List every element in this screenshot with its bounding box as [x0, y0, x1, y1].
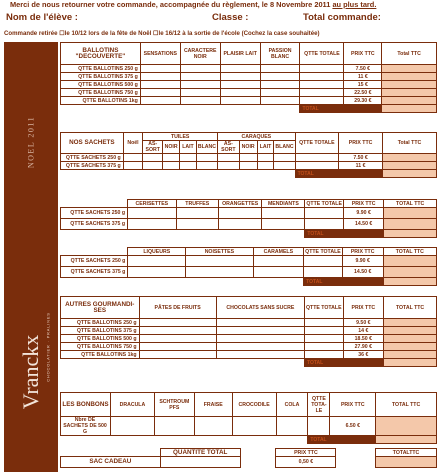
qty-cell[interactable]	[176, 219, 218, 230]
qty-cell[interactable]	[140, 97, 180, 105]
col-caraques-noir: NOIR	[239, 141, 257, 154]
qty-cell[interactable]	[186, 256, 253, 267]
qty-cell[interactable]	[260, 65, 300, 73]
qty-total-cell[interactable]	[300, 97, 344, 105]
price-cell: 29.30 €	[344, 97, 382, 105]
col-caramels: CARAMELS	[253, 248, 304, 256]
col-qte-totale: QTTE TOTALE	[306, 200, 342, 207]
col-caraques-blanc: BLANC	[274, 141, 295, 154]
price-cell: 14.50 €	[342, 267, 383, 278]
total-label: TOTAL	[304, 359, 343, 367]
col-liqueurs: LIQUEURS	[128, 248, 186, 256]
section-total-cell[interactable]	[382, 105, 437, 113]
row-label: SAC CADEAU	[61, 457, 161, 468]
row-total-cell[interactable]	[383, 267, 436, 278]
qty-cell[interactable]	[220, 97, 260, 105]
qty-cell[interactable]	[216, 319, 304, 327]
row-label: QTTE SACHETS 250 g	[61, 256, 128, 267]
col-plaisir-lait: PLAISIR LAIT	[220, 43, 260, 65]
qty-cell[interactable]	[274, 162, 295, 170]
col-sensations: SENSATIONS	[140, 43, 180, 65]
row-total-cell[interactable]	[382, 81, 437, 89]
brand-sidebar	[4, 42, 58, 472]
row-label: QTTE BALLOTINS 500 g	[61, 335, 140, 343]
qty-cell[interactable]	[216, 327, 304, 335]
col-total-ttc: Total TTC	[382, 43, 437, 65]
price-cell: 11 €	[339, 162, 383, 170]
qty-cell[interactable]	[260, 97, 300, 105]
col-cola: COLA	[276, 393, 308, 417]
col-pates-de-fruits: PÂTES DE FRUITS	[139, 297, 216, 319]
col-dracula: DRACULA	[110, 393, 154, 417]
total-label: TOTAL	[304, 278, 343, 286]
qty-total-cell[interactable]	[295, 154, 339, 162]
autres-gourmandises-table	[60, 296, 437, 367]
row-total-cell[interactable]	[382, 154, 436, 162]
qty-cell[interactable]	[180, 97, 220, 105]
qty-cell[interactable]	[110, 417, 154, 436]
qty-cell[interactable]	[180, 162, 197, 170]
row-total-cell[interactable]	[382, 162, 436, 170]
row-total-cell[interactable]	[384, 343, 437, 351]
qty-cell[interactable]	[143, 162, 163, 170]
liqueurs-table	[60, 247, 437, 286]
row-label: QTTE BALLOTINS 250 g	[61, 319, 140, 327]
qty-cell[interactable]	[239, 154, 257, 162]
row-total-cell[interactable]	[384, 335, 437, 343]
sac-cadeau-table	[60, 448, 437, 468]
qty-cell[interactable]	[140, 81, 180, 89]
qty-cell[interactable]	[160, 457, 240, 468]
row-label: QTTE SACHETS 375 g	[61, 162, 124, 170]
qty-cell[interactable]	[128, 267, 186, 278]
col-caraques-lait: LAIT	[257, 141, 274, 154]
total-label: TOTAL	[308, 436, 330, 444]
qty-total-cell[interactable]	[300, 81, 344, 89]
col-noisettes: NOISETTES	[186, 248, 253, 256]
total-filler	[339, 170, 383, 178]
row-total-cell[interactable]	[384, 208, 437, 219]
col-total-ttc: TOTAL TTC	[383, 248, 436, 256]
row-label: QTTE BALLOTINS 375 g	[61, 73, 141, 81]
col-total-ttc: TOTAL TTC	[384, 297, 437, 319]
qty-cell[interactable]	[163, 154, 180, 162]
qty-cell[interactable]	[163, 162, 180, 170]
price-cell: 7.50 €	[344, 65, 382, 73]
qty-cell[interactable]	[139, 327, 216, 335]
section-title: NOS SACHETS	[61, 133, 124, 154]
qty-cell[interactable]	[196, 154, 217, 162]
row-label: QTTE SACHETS 250 g	[61, 154, 124, 162]
col-tuiles-blanc: BLANC	[196, 141, 217, 154]
qty-cell[interactable]	[180, 81, 220, 89]
col-schtroumpfs: SCHTROUM PFS	[154, 393, 194, 417]
order-total-label: Total commande:	[303, 12, 381, 23]
col-total-ttc: TOTAL TTC	[384, 200, 437, 208]
col-qte-totale: QTTE TOTA-LE	[308, 393, 330, 417]
qty-cell[interactable]	[239, 162, 257, 170]
qty-cell[interactable]	[180, 65, 220, 73]
col-mendiants: MENDIANTS	[262, 200, 305, 208]
row-label: QTTE BALLOTINS 375 g	[61, 327, 140, 335]
qty-cell[interactable]	[260, 81, 300, 89]
qty-cell[interactable]	[276, 417, 308, 436]
qty-cell[interactable]	[128, 256, 186, 267]
class-label: Classe :	[212, 12, 249, 23]
section-title: BALLOTINS "DECOUVERTE"	[61, 43, 141, 65]
col-noel: Noël	[123, 133, 143, 154]
row-total-cell[interactable]	[382, 89, 437, 97]
col-prix-ttc: PRIX TTC	[342, 248, 383, 256]
section-total-cell[interactable]	[376, 436, 437, 444]
row-label: QTTE SACHETS 375 g	[61, 267, 128, 278]
qty-cell[interactable]	[123, 162, 143, 170]
qty-cell[interactable]	[262, 208, 305, 219]
price-cell: 0,50 €	[276, 457, 336, 468]
col-total-ttc: TOTALTTC	[376, 449, 437, 457]
col-qte-totale: QTTE TOTALE	[295, 133, 339, 154]
row-total-cell[interactable]	[384, 327, 437, 335]
qty-cell[interactable]	[139, 351, 216, 359]
qty-total-cell[interactable]	[304, 327, 343, 335]
col-prix-ttc: PRIX TTC	[330, 393, 376, 417]
cerisettes-table	[60, 199, 437, 238]
col-prix-ttc: PRIX TTC	[343, 200, 383, 208]
row-label: QTTE BALLOTINS 500 g	[61, 81, 141, 89]
price-cell: 11 €	[344, 73, 382, 81]
qty-cell[interactable]	[128, 208, 177, 219]
price-cell: 9.90 €	[342, 256, 383, 267]
price-cell: 9.50 €	[343, 319, 384, 327]
qty-cell[interactable]	[154, 417, 194, 436]
qty-cell[interactable]	[216, 335, 304, 343]
qty-cell[interactable]	[196, 162, 217, 170]
price-cell: 15 €	[344, 81, 382, 89]
row-total-cell[interactable]	[382, 73, 437, 81]
qty-cell[interactable]	[140, 73, 180, 81]
col-caractere-noir: CARACTERE NOIR	[180, 43, 220, 65]
qty-cell[interactable]	[139, 335, 216, 343]
total-filler	[344, 105, 382, 113]
qty-cell[interactable]	[260, 89, 300, 97]
section-title: LES BONBONS	[61, 393, 111, 417]
total-filler	[342, 278, 383, 286]
qty-cell[interactable]	[220, 81, 260, 89]
qty-cell[interactable]	[186, 267, 253, 278]
qty-cell[interactable]	[123, 154, 143, 162]
price-cell: 36 €	[343, 351, 384, 359]
qty-cell[interactable]	[176, 208, 218, 219]
instruction-line: Merci de nous retourner votre commande, accompagnée du règlement, le 8 Novembre 2011 au plus tard.	[10, 0, 377, 9]
row-total-cell[interactable]	[376, 417, 437, 436]
qty-total-cell[interactable]	[304, 335, 343, 343]
section-total-cell[interactable]	[384, 359, 437, 367]
qty-cell[interactable]	[232, 417, 276, 436]
total-filler	[330, 436, 376, 444]
qty-total-cell[interactable]	[304, 267, 343, 278]
col-tuiles-assort: AS-SORT	[143, 141, 163, 154]
price-cell: 18.50 €	[343, 335, 384, 343]
col-passion-blanc: PASSION BLANC	[260, 43, 300, 65]
row-total-cell[interactable]	[382, 65, 437, 73]
qty-cell[interactable]	[274, 154, 295, 162]
total-filler	[343, 359, 384, 367]
qty-total-cell[interactable]	[300, 65, 344, 73]
price-cell: 27.90 €	[343, 343, 384, 351]
qty-total-cell[interactable]	[308, 417, 330, 436]
qty-cell[interactable]	[218, 219, 262, 230]
qty-cell[interactable]	[216, 343, 304, 351]
row-label: QTTE BALLOTINS 1kg	[61, 97, 141, 105]
qty-cell[interactable]	[218, 208, 262, 219]
row-total-cell[interactable]	[383, 256, 436, 267]
col-fraise: FRAISE	[194, 393, 232, 417]
row-total-cell[interactable]	[384, 219, 437, 230]
qty-cell[interactable]	[262, 219, 305, 230]
row-total-cell[interactable]	[382, 97, 437, 105]
price-cell: 9.90 €	[343, 208, 383, 219]
col-orangettes: ORANGETTES	[218, 200, 262, 208]
col-qte-totale: QTTE TOTALE	[305, 248, 341, 255]
qty-cell[interactable]	[253, 267, 304, 278]
col-cerisettes: CERISETTES	[128, 200, 177, 208]
qty-cell[interactable]	[260, 73, 300, 81]
qty-cell[interactable]	[257, 154, 274, 162]
col-prix-ttc: PRIX TTC	[276, 449, 336, 457]
qty-cell[interactable]	[218, 162, 240, 170]
qty-total-cell[interactable]	[304, 343, 343, 351]
section-total-cell[interactable]	[383, 278, 436, 286]
qty-total-cell[interactable]	[295, 162, 339, 170]
qty-cell[interactable]	[128, 219, 177, 230]
nos-sachets-table	[60, 132, 437, 178]
qty-total-cell[interactable]	[304, 351, 343, 359]
row-label: Nbre DE SACHETS DE 500 G	[61, 417, 111, 436]
col-qte-totale: QTTE TOTALE	[300, 43, 344, 65]
row-label: QTTE SACHETS 375 g	[61, 219, 128, 230]
qty-total-cell[interactable]	[304, 319, 343, 327]
row-label: QTTE BALLOTINS 750 g	[61, 89, 141, 97]
col-prix-ttc: PRIX TTC	[339, 133, 383, 154]
qty-total-cell[interactable]	[305, 208, 344, 219]
brand-logo: Vranckx	[18, 334, 43, 410]
qty-cell[interactable]	[218, 154, 240, 162]
total-label: TOTAL	[295, 170, 339, 178]
row-label: QTTE BALLOTINS 750 g	[61, 343, 140, 351]
row-total-cell[interactable]	[376, 457, 437, 468]
qty-cell[interactable]	[139, 343, 216, 351]
qty-total-cell[interactable]	[300, 89, 344, 97]
row-label: QTTE SACHETS 250 g	[61, 208, 128, 219]
qty-cell[interactable]	[140, 65, 180, 73]
qty-cell[interactable]	[220, 73, 260, 81]
qty-cell[interactable]	[194, 417, 232, 436]
qty-cell[interactable]	[216, 351, 304, 359]
section-total-cell[interactable]	[382, 170, 436, 178]
qty-cell[interactable]	[257, 162, 274, 170]
col-caraques-assort: AS-SORT	[218, 141, 240, 154]
row-label: QTTE BALLOTINS 250 g	[61, 65, 141, 73]
qty-cell[interactable]	[253, 256, 304, 267]
col-total-ttc: Total TTC	[382, 133, 436, 154]
noel-label: NOEL 2011	[26, 115, 36, 169]
row-total-cell[interactable]	[384, 351, 437, 359]
total-label: TOTAL	[305, 230, 344, 238]
section-title: AUTRES GOURMANDI-SES	[61, 297, 140, 319]
col-tuiles-noir: NOIR	[163, 141, 180, 154]
row-total-cell[interactable]	[384, 319, 437, 327]
qty-cell[interactable]	[143, 154, 163, 162]
qty-cell[interactable]	[180, 73, 220, 81]
qty-cell[interactable]	[140, 89, 180, 97]
col-prix-ttc: PRIX TTC	[343, 297, 384, 319]
col-qte-totale: QTTE TOTALE	[304, 297, 343, 319]
price-cell: 7.50 €	[339, 154, 383, 162]
qty-cell[interactable]	[180, 154, 197, 162]
brand-tagline: CHOCOLATIER · PRALINES	[45, 312, 51, 382]
col-total-ttc: TOTAL TTC	[376, 393, 437, 417]
price-cell: 14.50 €	[343, 219, 383, 230]
student-name-label: Nom de l'élève :	[6, 12, 78, 23]
col-quantite-total: QUANTITE TOTAL	[160, 449, 240, 457]
col-prix-ttc: PRIX TTC	[344, 43, 382, 65]
section-total-cell[interactable]	[384, 230, 437, 238]
qty-cell[interactable]	[139, 319, 216, 327]
col-truffes: TRUFFES	[176, 200, 218, 208]
qty-total-cell[interactable]	[304, 256, 343, 267]
qty-cell[interactable]	[180, 89, 220, 97]
bonbons-table	[60, 392, 437, 444]
price-cell: 14 €	[343, 327, 384, 335]
price-cell: 22.50 €	[344, 89, 382, 97]
col-tuiles-lait: LAIT	[180, 141, 197, 154]
total-filler	[343, 230, 383, 238]
qty-cell[interactable]	[220, 65, 260, 73]
total-label: TOTAL	[300, 105, 344, 113]
pickup-options: Commande retirée ☐le 10/12 lors de la fête de Noël ☐le 16/12 à la sortie de l'école (Cochez la case souhaitée)	[4, 30, 320, 37]
qty-total-cell[interactable]	[305, 219, 344, 230]
col-crocodile: CROCODILE	[232, 393, 276, 417]
col-group-tuiles: TUILES	[143, 133, 218, 141]
qty-total-cell[interactable]	[300, 73, 344, 81]
col-group-caraques: CARAQUES	[218, 133, 296, 141]
row-label: QTTE BALLOTINS 1kg	[61, 351, 140, 359]
ballotins-decouverte-table	[60, 42, 437, 113]
col-chocolats-sans-sucre: CHOCOLATS SANS SUCRE	[216, 297, 304, 319]
price-cell: 6.50 €	[330, 417, 376, 436]
qty-cell[interactable]	[220, 89, 260, 97]
